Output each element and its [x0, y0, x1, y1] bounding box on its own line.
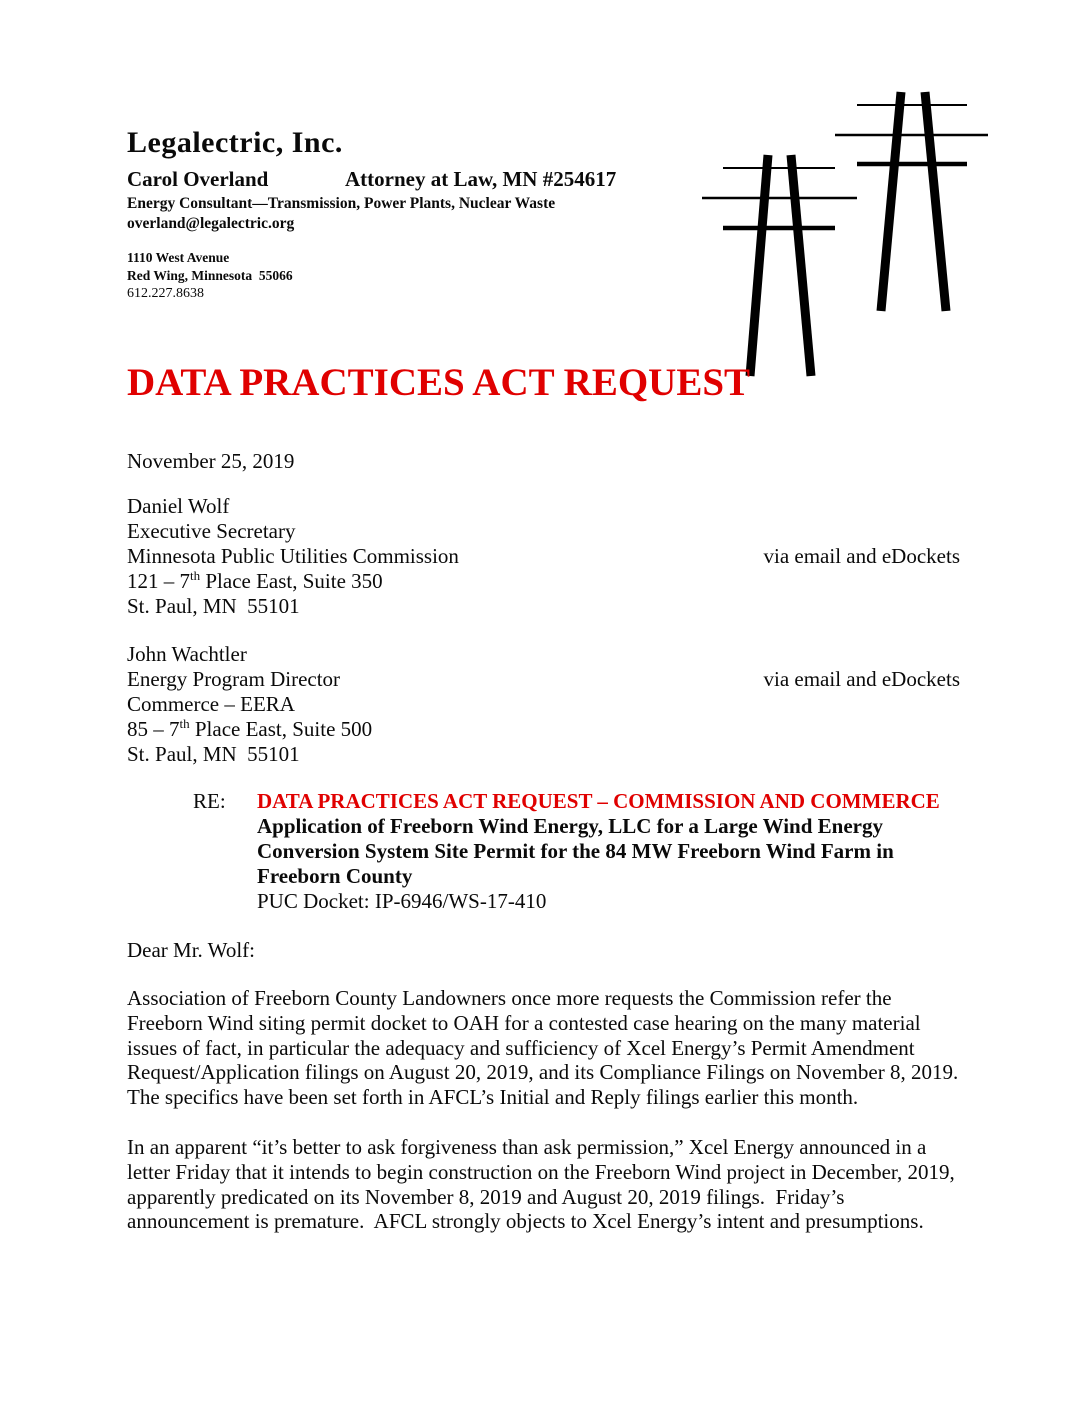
re-subject-block — [127, 789, 960, 914]
body-paragraph-1: Association of Freeborn County Landowners once more requests the Commission refer the Freeborn Wind siting permit docket to OAH for a contested case hearing on the many material issues of fact, in particular the adequacy and sufficiency of Xcel Energy’s Permit Amendment Request/Application filings on August 20, 2019, and its Compliance Filings on November 8, 2019. The specifics have been set forth in AFCL’s Initial and Reply filings earlier this month. — [127, 986, 969, 1110]
ordinal-suffix: th — [179, 716, 190, 731]
company-name: Legalectric, Inc. — [127, 126, 343, 159]
attorney-line — [127, 167, 687, 192]
recipient-org: Minnesota Public Utilities Commission — [127, 544, 459, 568]
recipient-city: St. Paul, MN 55101 — [127, 594, 300, 618]
re-content — [257, 789, 960, 914]
recipient-title-line — [127, 667, 960, 692]
attorney-credentials: Attorney at Law, MN #254617 — [345, 167, 617, 191]
recipient-street: 85 – 7th Place East, Suite 500 — [127, 716, 373, 741]
recipient-name: John Wachtler — [127, 642, 247, 666]
letterhead-street: 1110 West Avenue — [127, 250, 230, 265]
re-docket-number: PUC Docket: IP-6946/WS-17-410 — [257, 889, 547, 913]
recipient-block-wolf — [127, 494, 960, 619]
recipient-org: Commerce – EERA — [127, 692, 295, 716]
email-address: overland@legalectric.org — [127, 215, 295, 232]
letterhead — [127, 126, 687, 303]
ordinal-suffix: th — [190, 568, 201, 583]
delivery-method: via email and eDockets — [763, 667, 960, 691]
letterhead-phone: 612.227.8638 — [127, 286, 204, 301]
recipient-name: Daniel Wolf — [127, 494, 230, 518]
recipient-title: Energy Program Director — [127, 667, 341, 691]
letterhead-address — [127, 249, 687, 303]
date: November 25, 2019 — [127, 449, 295, 473]
transmission-towers-icon — [690, 58, 1000, 393]
recipient-city: St. Paul, MN 55101 — [127, 742, 300, 766]
re-subject-application: Application of Freeborn Wind Energy, LLC for a Large Wind Energy Conversion System Site Permit for the 84 MW Freeborn Wind Farm in Freeborn County — [257, 814, 894, 888]
recipient-street: 121 – 7th Place East, Suite 350 — [127, 568, 383, 593]
re-label: RE: — [193, 789, 226, 813]
salutation: Dear Mr. Wolf: — [127, 938, 255, 962]
consultant-role: Energy Consultant—Transmission, Power Plants, Nuclear Waste — [127, 195, 556, 212]
attorney-name: Carol Overland — [127, 167, 269, 191]
body-paragraph-2: In an apparent “it’s better to ask forgiveness than ask permission,” Xcel Energy announced in a letter Friday that it intends to begin construction on the Freeborn Wind project in December, 2019, apparently predicated on its November 8, 2019 and August 20, 2019 filings. Friday’s announcement is premature. AFCL strongly objects to Xcel Energy’s intent and presumptions. — [127, 1135, 961, 1234]
delivery-method: via email and eDockets — [763, 544, 960, 568]
recipient-block-wachtler — [127, 642, 960, 767]
document-title: DATA PRACTICES ACT REQUEST — [127, 361, 751, 404]
re-subject-headline: DATA PRACTICES ACT REQUEST – COMMISSION AND COMMERCE — [257, 789, 940, 813]
recipient-title: Executive Secretary — [127, 519, 296, 543]
letterhead-city: Red Wing, Minnesota 55066 — [127, 268, 293, 283]
recipient-org-line — [127, 544, 960, 569]
